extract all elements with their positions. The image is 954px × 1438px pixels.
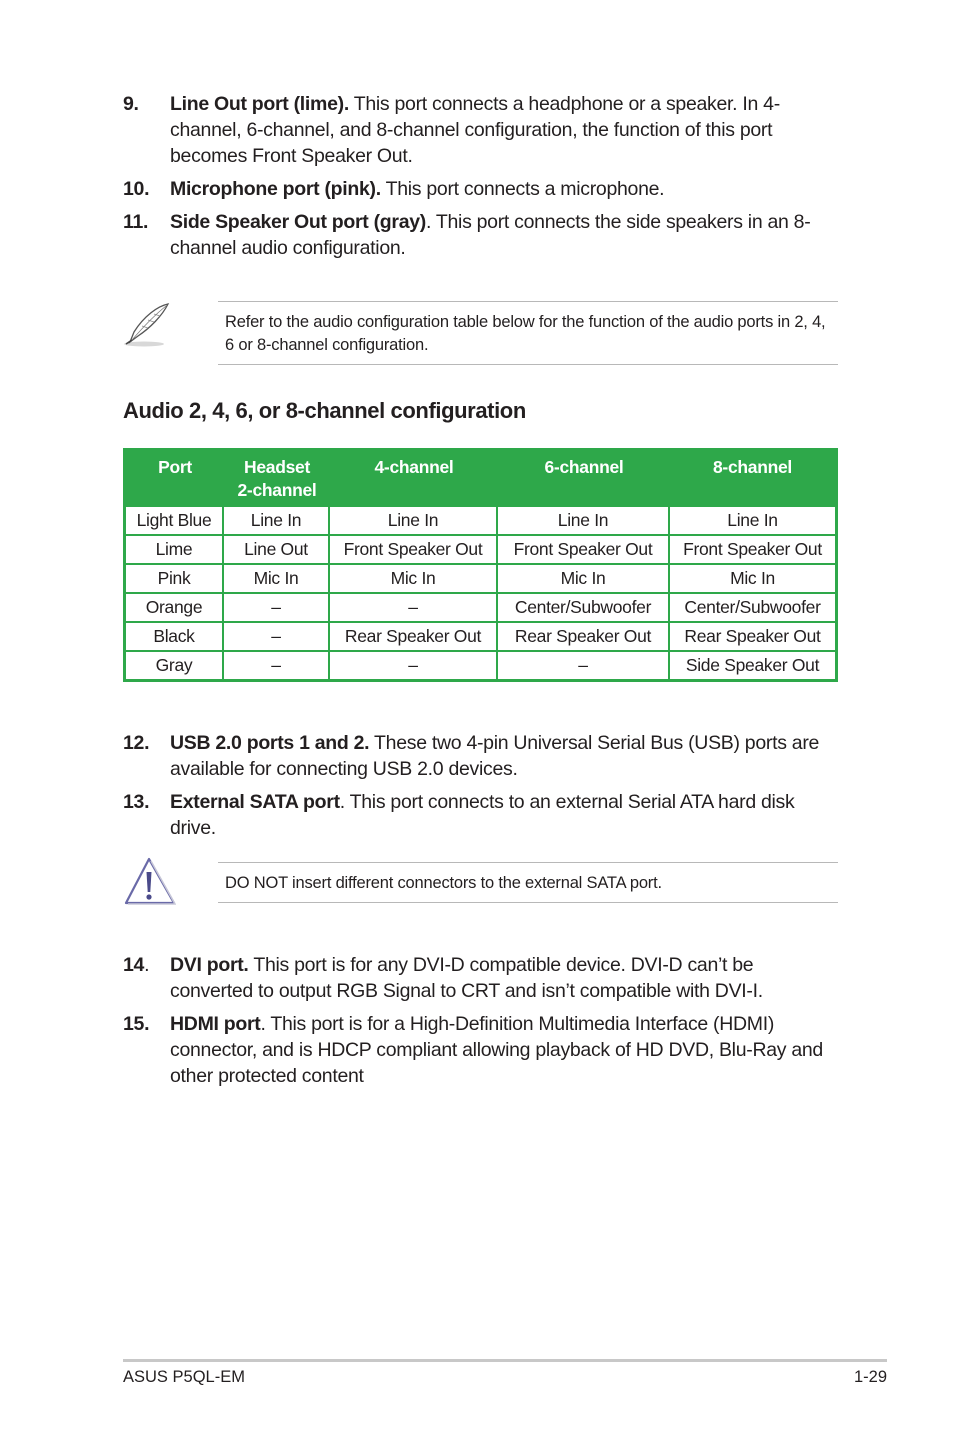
cell-2ch: – [224, 623, 330, 652]
item-number: 15. [123, 1013, 150, 1035]
cell-8ch: Side Speaker Out [670, 652, 835, 679]
list-item-11 [123, 209, 823, 261]
header-4-channel: 4-channel [330, 451, 498, 507]
cell-2ch: – [224, 652, 330, 679]
cell-8ch: Rear Speaker Out [670, 623, 835, 652]
cell-4ch: Mic In [330, 565, 498, 594]
cell-6ch: Line In [498, 507, 670, 536]
cell-2ch: Line In [224, 507, 330, 536]
table-row [126, 507, 835, 536]
header-headset-line2: 2-channel [237, 480, 317, 500]
cell-8ch: Front Speaker Out [670, 536, 835, 565]
note-box [218, 301, 838, 365]
cell-4ch: Rear Speaker Out [330, 623, 498, 652]
cell-6ch: Center/Subwoofer [498, 594, 670, 623]
item-number: 12. [123, 732, 150, 754]
item-text: These two 4-pin Universal Serial Bus (USB) ports are available for connecting USB 2.0 devices. [170, 732, 820, 780]
cell-port: Pink [126, 565, 224, 594]
item-title: Line Out port (lime). [170, 93, 349, 115]
item-text: This port is for any DVI-D compatible device. DVI-D can’t be converted to output RGB Signal to CRT and isn’t compatible with DVI-I. [170, 954, 763, 1002]
item-text: This port connects a microphone. [380, 178, 665, 200]
cell-4ch: – [330, 652, 498, 679]
cell-4ch: – [330, 594, 498, 623]
cell-6ch: Rear Speaker Out [498, 623, 670, 652]
header-8-channel: 8-channel [670, 451, 835, 507]
cell-4ch: Front Speaker Out [330, 536, 498, 565]
cell-2ch: Mic In [224, 565, 330, 594]
item-number: 9. [123, 93, 139, 115]
cell-8ch: Line In [670, 507, 835, 536]
list-item-15 [123, 1011, 823, 1089]
cell-port: Orange [126, 594, 224, 623]
table-row [126, 565, 835, 594]
warning-triangle-icon [122, 856, 176, 906]
item-title: HDMI port [170, 1013, 261, 1035]
table-row [126, 623, 835, 652]
cell-6ch: – [498, 652, 670, 679]
item-text: . This port connects the side speakers in an 8-channel audio configuration. [170, 211, 811, 259]
item-number: 10. [123, 178, 150, 200]
item-title: External SATA port [170, 791, 340, 813]
item-title: Microphone port (pink). [170, 178, 381, 200]
footer-page-number: 1-29 [853, 1368, 887, 1386]
footer-divider [123, 1359, 887, 1362]
header-headset [224, 451, 330, 507]
cell-8ch: Mic In [670, 565, 835, 594]
list-item-12 [123, 730, 823, 782]
cell-4ch: Line In [330, 507, 498, 536]
item-number-value: 14 [123, 954, 145, 976]
item-number [123, 952, 149, 978]
table-row [126, 652, 835, 679]
warning-text: DO NOT insert different connectors to the external SATA port. [225, 874, 662, 892]
warning-box [218, 862, 838, 903]
header-6-channel: 6-channel [498, 451, 670, 507]
footer-product-name: ASUS P5QL-EM [123, 1368, 245, 1386]
item-number: 13. [123, 791, 150, 813]
item-number-suffix: . [144, 954, 150, 976]
cell-8ch: Center/Subwoofer [670, 594, 835, 623]
list-item-14 [123, 952, 823, 1004]
cell-6ch: Front Speaker Out [498, 536, 670, 565]
table-heading: Audio 2, 4, 6, or 8-channel configuration [123, 398, 526, 423]
cell-port: Gray [126, 652, 224, 679]
cell-6ch: Mic In [498, 565, 670, 594]
table-header-row [126, 451, 835, 507]
item-title: DVI port. [170, 954, 249, 976]
pencil-note-icon [122, 302, 172, 348]
header-headset-line1: Headset [244, 457, 310, 477]
item-text: . This port is for a High-Definition Multimedia Interface (HDMI) connector, and is HDCP compliant allowing playback of HD DVD, Blu-Ray and other protected content [170, 1013, 823, 1087]
cell-2ch: – [224, 594, 330, 623]
list-item-10 [123, 176, 823, 202]
item-title: USB 2.0 ports 1 and 2. [170, 732, 370, 754]
table-row [126, 594, 835, 623]
audio-config-table [123, 448, 838, 682]
item-text: . This port connects to an external Serial ATA hard disk drive. [170, 791, 795, 839]
list-item-9 [123, 91, 823, 169]
header-port: Port [126, 451, 224, 507]
item-text: This port connects a headphone or a speaker. In 4-channel, 6-channel, and 8-channel configuration, the function of this port becomes Front Speaker Out. [170, 93, 780, 167]
cell-2ch: Line Out [224, 536, 330, 565]
item-number: 11. [123, 211, 149, 233]
list-item-13 [123, 789, 823, 841]
cell-port: Lime [126, 536, 224, 565]
cell-port: Light Blue [126, 507, 224, 536]
note-text: Refer to the audio configuration table below for the function of the audio ports in 2, 4, 6 or 8-channel configuration. [225, 313, 826, 354]
item-title: Side Speaker Out port (gray) [170, 211, 426, 233]
table-row [126, 536, 835, 565]
cell-port: Black [126, 623, 224, 652]
